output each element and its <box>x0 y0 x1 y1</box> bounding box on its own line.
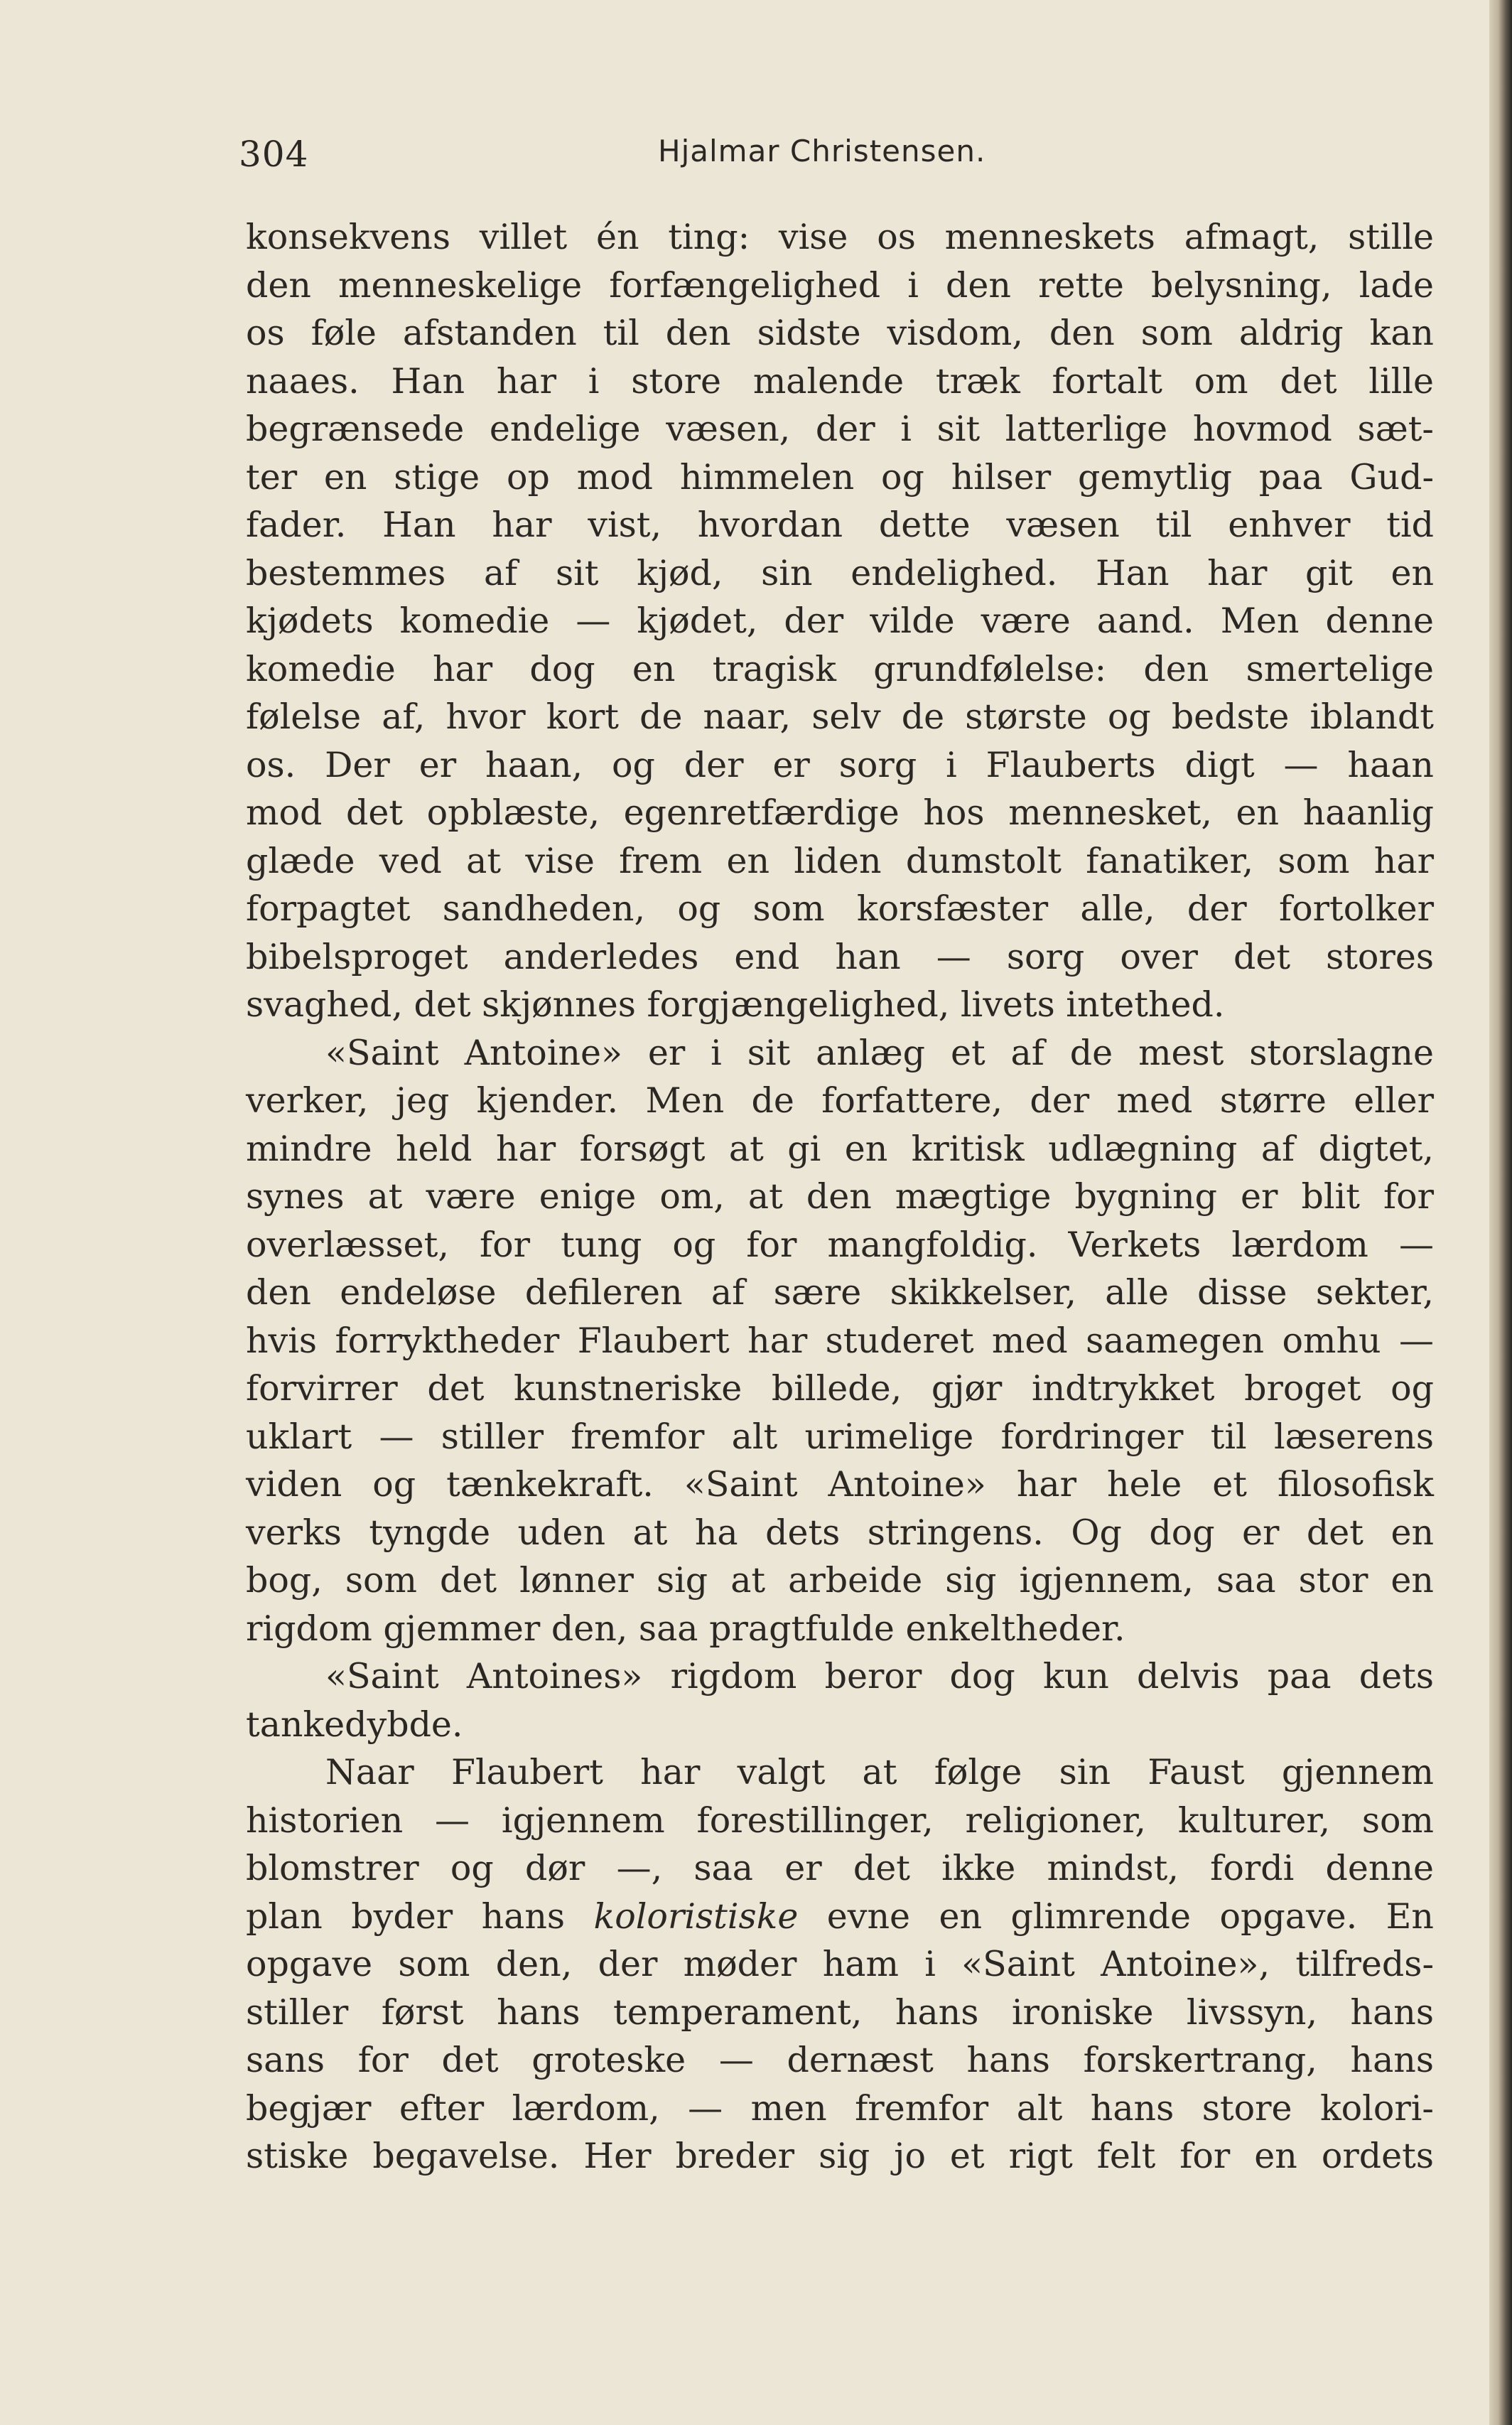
text-line: tankedybde. <box>246 1704 463 1745</box>
text-line: bibelsproget anderledes end han — sorg over det stores <box>246 936 1434 977</box>
text-line: mindre held har forsøgt at gi en kritisk udlægning af digtet, <box>246 1128 1434 1169</box>
text-segment: evne en glimrende opgave. En <box>798 1896 1434 1937</box>
text-line: hvis forryktheder Flaubert har studeret med saamegen omhu — <box>246 1320 1434 1361</box>
text-line: overlæsset, for tung og for mangfoldig. Verkets lærdom — <box>246 1224 1434 1265</box>
running-head <box>239 134 1438 183</box>
text-line: følelse af, hvor kort de naar, selv de største og bedste iblandt <box>246 697 1434 737</box>
text-line: blomstrer og dør —, saa er det ikke mindst, fordi denne <box>246 1848 1434 1888</box>
text-line: verks tyngde uden at ha dets stringens. Og dog er det en <box>246 1512 1434 1553</box>
body-text <box>246 213 1434 2181</box>
text-line: naaes. Han har i store malende træk fortalt om det lille <box>246 360 1434 402</box>
text-line: forpagtet sandheden, og som korsfæster alle, der fortolker <box>246 888 1434 929</box>
text-line: bestemmes af sit kjød, sin endelighed. Han har git en <box>246 552 1434 593</box>
page-edge-shadow <box>1489 0 1512 2425</box>
text-line: «Saint Antoine» er i sit anlæg et af de mest storslagne <box>325 1032 1434 1073</box>
text-line: begjær efter lærdom, — men fremfor alt hans store kolori- <box>246 2087 1434 2129</box>
text-line: os føle afstanden til den sidste visdom, den som aldrig kan <box>246 313 1434 353</box>
text-segment: plan byder hans <box>246 1896 594 1937</box>
text-line: sans for det groteske — dernæst hans forskertrang, hans <box>246 2040 1434 2080</box>
text-line: «Saint Antoines» rigdom beror dog kun delvis paa dets <box>325 1656 1434 1697</box>
text-line: svaghed, det skjønnes forgjængelighed, livets intethed. <box>246 984 1225 1025</box>
text-line: viden og tænkekraft. «Saint Antoine» har hele et filosofisk <box>246 1464 1434 1505</box>
text-line: os. Der er haan, og der er sorg i Flauberts digt — haan <box>246 744 1434 785</box>
text-line: fader. Han har vist, hvordan dette væsen til enhver tid <box>246 505 1434 545</box>
text-line: ter en stige op mod himmelen og hilser gemytlig paa Gud- <box>246 456 1434 498</box>
page-number: 304 <box>239 134 309 175</box>
text-line-with-italic <box>246 1893 1434 1941</box>
text-line: mod det opblæste, egenretfærdige hos mennesket, en haanlig <box>246 792 1434 833</box>
text-line: bog, som det lønner sig at arbeide sig igjennem, saa stor en <box>246 1560 1434 1601</box>
text-line: historien — igjennem forestillinger, religioner, kulturer, som <box>246 1800 1434 1841</box>
text-line: den endeløse defileren af sære skikkelser, alle disse sekter, <box>246 1272 1434 1313</box>
text-line: den menneskelige forfængelighed i den rette belysning, lade <box>246 264 1434 306</box>
text-line: rigdom gjemmer den, saa pragtfulde enkeltheder. <box>246 1608 1125 1649</box>
text-line: kjødets komedie — kjødet, der vilde være aand. Men denne <box>246 601 1434 641</box>
text-line: verker, jeg kjender. Men de forfattere, der med større eller <box>246 1080 1434 1121</box>
text-line: uklart — stiller fremfor alt urimelige fordringer til læserens <box>246 1416 1434 1457</box>
text-line: konsekvens villet én ting: vise os menneskets afmagt, stille <box>246 217 1434 257</box>
italic-word: koloristiske <box>593 1896 799 1937</box>
text-line: stiller først hans temperament, hans ironiske livssyn, hans <box>246 1991 1434 2033</box>
running-title: Hjalmar Christensen. <box>658 134 986 168</box>
text-line: forvirrer det kunstneriske billede, gjør indtrykket broget og <box>246 1368 1434 1409</box>
text-line: glæde ved at vise frem en liden dumstolt fanatiker, som har <box>246 840 1434 881</box>
text-line: Naar Flaubert har valgt at følge sin Faust gjennem <box>325 1752 1434 1792</box>
text-line: stiske begavelse. Her breder sig jo et rigt felt for en ordets <box>246 2136 1434 2176</box>
text-line: opgave som den, der møder ham i «Saint Antoine», tilfreds- <box>246 1944 1434 1984</box>
text-line: komedie har dog en tragisk grundfølelse: den smertelige <box>246 648 1434 689</box>
text-line: synes at være enige om, at den mægtige bygning er blit for <box>246 1176 1434 1217</box>
text-line: begrænsede endelige væsen, der i sit latterlige hovmod sæt- <box>246 409 1434 449</box>
